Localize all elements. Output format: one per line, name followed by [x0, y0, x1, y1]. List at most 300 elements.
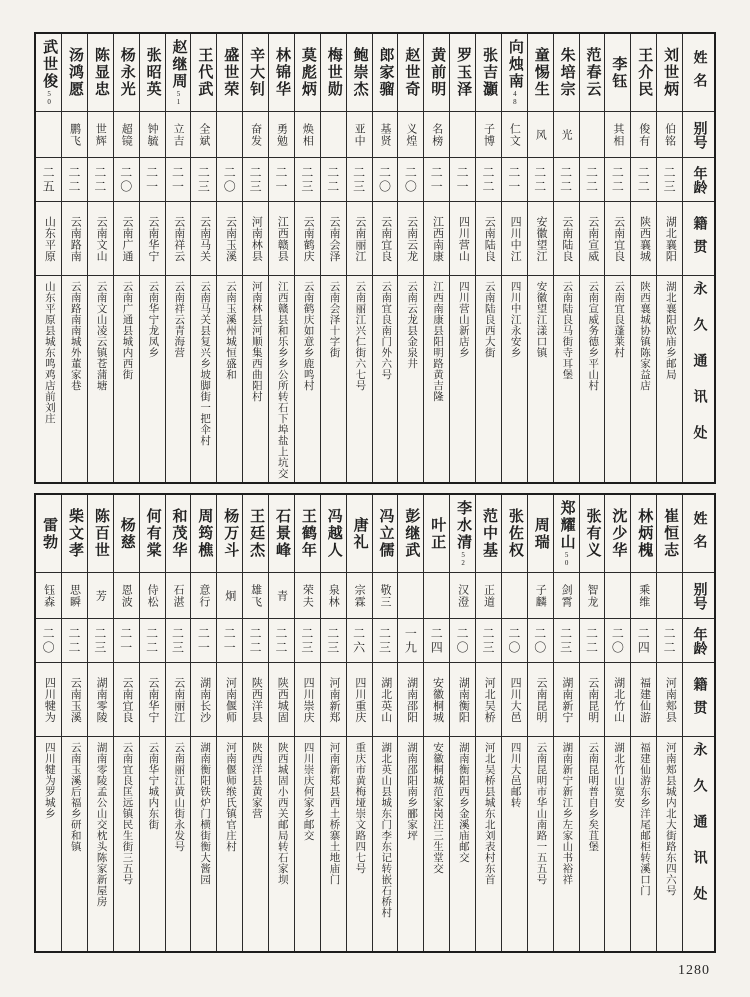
person-address: 河南郏县城内北大街路东四六号: [664, 742, 676, 896]
header-age: [683, 158, 714, 202]
person-alias: 仁文: [508, 122, 521, 147]
age-cell: [295, 619, 320, 663]
person-native-place: 云南丽江: [353, 215, 366, 262]
person-alias: 焕相: [301, 122, 314, 147]
age-cell: [217, 619, 242, 663]
person-age: 二三: [480, 626, 495, 655]
alias-cell: [398, 573, 423, 619]
person-name: 张佐权: [506, 508, 523, 559]
alias-cell: [269, 573, 294, 619]
alias-cell: [140, 112, 165, 158]
page-number: 1280: [678, 963, 710, 978]
person-age: 二一: [222, 626, 237, 655]
person-name: 柴文孝: [66, 508, 83, 559]
person-name: 王介民: [636, 47, 653, 98]
person-column: [191, 495, 217, 951]
age-cell: [502, 158, 527, 202]
address-cell: [243, 737, 268, 951]
person-native-place: 四川犍为: [43, 676, 56, 723]
name-cell: [321, 495, 346, 573]
native-cell: [450, 202, 475, 276]
header-native-label: 籍贯: [691, 676, 707, 723]
person-alias: 芳: [94, 589, 107, 602]
age-cell: [476, 619, 501, 663]
name-cell: [114, 34, 139, 112]
alias-cell: [528, 112, 553, 158]
name-cell: [321, 34, 346, 112]
header-name-label: 姓名: [691, 49, 707, 96]
age-cell: [476, 158, 501, 202]
alias-cell: [476, 112, 501, 158]
alias-cell: [347, 573, 372, 619]
age-cell: [631, 619, 656, 663]
person-name: 郎家骝: [377, 47, 394, 98]
person-address: 云南丽江兴仁街六七号: [354, 281, 366, 391]
alias-cell: [295, 573, 320, 619]
name-cell: [580, 34, 605, 112]
header-age: [683, 619, 714, 663]
person-address: 云南陆良西大街: [483, 281, 495, 358]
person-address: 云南宜良蓬莱村: [613, 281, 625, 358]
person-column: [476, 495, 502, 951]
alias-cell: [528, 573, 553, 619]
person-age: 二二: [584, 626, 599, 655]
person-address: 四川崇庆何家乡邮交: [302, 742, 314, 841]
name-cell: [631, 34, 656, 112]
address-cell: [269, 276, 294, 482]
person-alias: 剑霄: [560, 583, 573, 608]
person-column: [114, 495, 140, 951]
address-cell: [605, 276, 630, 482]
person-alias: 光: [560, 128, 573, 141]
person-address: 湖北襄阳欧庙乡邮局: [664, 281, 676, 380]
person-alias: 石湛: [171, 583, 184, 608]
person-age: 二二: [66, 626, 81, 655]
alias-cell: [321, 573, 346, 619]
age-cell: [321, 158, 346, 202]
person-name: 鲍崇杰: [351, 47, 368, 98]
alias-cell: [580, 573, 605, 619]
person-age: 二一: [118, 626, 133, 655]
person-age: 二六: [351, 626, 366, 655]
person-column: [631, 495, 657, 951]
name-cell: [450, 34, 475, 112]
alias-cell: [373, 112, 398, 158]
person-column: [114, 34, 140, 482]
person-address: 云南宣威务德乡平山村: [587, 281, 599, 391]
person-column: [321, 34, 347, 482]
person-native-place: 湖南新宁: [560, 676, 573, 723]
person-native-place: 云南路南: [69, 215, 82, 262]
name-cell: [528, 495, 553, 573]
alias-cell: [450, 112, 475, 158]
alias-cell: [657, 112, 682, 158]
person-column: [243, 34, 269, 482]
person-name: 莫彪炳: [299, 47, 316, 98]
address-cell: [631, 276, 656, 482]
person-age: 二三: [325, 626, 340, 655]
native-cell: [528, 202, 553, 276]
person-age: 二一: [506, 165, 521, 194]
age-cell: [243, 619, 268, 663]
native-cell: [217, 202, 242, 276]
person-address: 四川犍为罗城乡: [43, 742, 55, 819]
person-age: 二二: [248, 626, 263, 655]
person-address: 四川大邑邮转: [509, 742, 521, 808]
person-native-place: 河南偃师: [224, 676, 237, 723]
name-cell: [88, 34, 113, 112]
person-alias: 风: [534, 128, 547, 141]
name-cell: [398, 495, 423, 573]
person-age: 二二: [558, 165, 573, 194]
person-age: 二二: [273, 626, 288, 655]
person-address: 云南昆明普自乡矣苴堡: [587, 742, 599, 852]
alias-cell: [269, 112, 294, 158]
person-age: 二一: [429, 165, 444, 194]
age-cell: [36, 158, 61, 202]
person-column: [657, 34, 683, 482]
person-alias: 全斌: [197, 122, 210, 147]
person-native-place: 云南会泽: [327, 215, 340, 262]
age-cell: [269, 619, 294, 663]
age-cell: [373, 158, 398, 202]
person-alias: 鹏飞: [68, 122, 81, 147]
native-cell: [502, 663, 527, 737]
native-cell: [502, 202, 527, 276]
person-alias: 宗霖: [353, 583, 366, 608]
person-age: 二〇: [222, 165, 237, 194]
person-address: 重庆市黄梅垭崇文路四七号: [354, 742, 366, 874]
person-native-place: 陕西襄城: [638, 215, 651, 262]
address-cell: [347, 737, 372, 951]
person-address: 云南华宁城内东街: [147, 742, 159, 830]
name-cell: [191, 495, 216, 573]
age-cell: [450, 619, 475, 663]
alias-cell: [631, 573, 656, 619]
header-address: [683, 276, 714, 482]
native-cell: [243, 663, 268, 737]
header-alias: [683, 112, 714, 158]
address-cell: [295, 276, 320, 482]
person-native-place: 安徽桐城: [431, 676, 444, 723]
person-column: [502, 495, 528, 951]
address-cell: [140, 737, 165, 951]
header-native-label: 籍贯: [691, 215, 707, 262]
person-address: 云南路南南城外董家巷: [69, 281, 81, 391]
native-cell: [217, 663, 242, 737]
person-column: [631, 34, 657, 482]
address-cell: [476, 276, 501, 482]
person-alias: 泉林: [327, 583, 340, 608]
person-age: 二三: [299, 165, 314, 194]
name-cell: [450, 495, 475, 573]
native-cell: [347, 202, 372, 276]
age-cell: [88, 619, 113, 663]
native-cell: [140, 663, 165, 737]
person-alias: 汉澄: [456, 583, 469, 608]
native-cell: [476, 202, 501, 276]
person-alias: 伯铭: [663, 122, 676, 147]
person-native-place: 湖北竹山: [612, 676, 625, 723]
person-name: 沈少华: [610, 508, 627, 559]
person-column: [424, 34, 450, 482]
person-column: [528, 495, 554, 951]
person-age: 二〇: [41, 626, 56, 655]
person-name: 赵世奇: [403, 47, 420, 98]
alias-cell: [191, 573, 216, 619]
person-column: [36, 34, 62, 482]
native-cell: [140, 202, 165, 276]
native-cell: [373, 663, 398, 737]
person-name: 刘世炳: [662, 47, 679, 98]
name-cell: [217, 34, 242, 112]
header-address: [683, 737, 714, 951]
name-cell: [373, 495, 398, 573]
person-address: 四川营山新店乡: [457, 281, 469, 358]
person-address: 云南广通县城内西街: [121, 281, 133, 380]
person-native-place: 云南宜良: [612, 215, 625, 262]
name-cell: [295, 34, 320, 112]
person-alias: 雄飞: [249, 583, 262, 608]
person-column: [554, 34, 580, 482]
address-cell: [554, 737, 579, 951]
person-alias: 钰森: [42, 583, 55, 608]
name-cell: [605, 495, 630, 573]
person-age: 二四: [636, 626, 651, 655]
native-cell: [191, 202, 216, 276]
person-name: 辛大钊: [248, 47, 265, 98]
person-native-place: 湖南衡阳: [457, 676, 470, 723]
age-cell: [605, 158, 630, 202]
person-column: [580, 34, 606, 482]
address-cell: [528, 737, 553, 951]
age-cell: [191, 158, 216, 202]
address-cell: [424, 276, 449, 482]
address-cell: [605, 737, 630, 951]
person-name: 张昭英: [144, 47, 161, 98]
person-native-place: 河南新郑: [327, 676, 340, 723]
header-alias: [683, 573, 714, 619]
person-column: [502, 34, 528, 482]
alias-cell: [62, 573, 87, 619]
person-age: 二〇: [610, 626, 625, 655]
age-cell: [62, 619, 87, 663]
age-cell: [373, 619, 398, 663]
address-cell: [476, 737, 501, 951]
person-column: [243, 495, 269, 951]
person-address: 云南玉溪州城恒盛和: [224, 281, 236, 380]
person-address: 陕西洋县黄家营: [250, 742, 262, 819]
address-cell: [217, 737, 242, 951]
person-address: 云南马关县复兴乡坡脚街一把伞村: [199, 281, 211, 446]
person-address: 湖南新宁新江乡左家山书裕祥: [561, 742, 573, 885]
person-native-place: 四川重庆: [353, 676, 366, 723]
native-cell: [114, 202, 139, 276]
person-alias: 其相: [611, 122, 624, 147]
age-cell: [347, 619, 372, 663]
person-native-place: 云南广通: [120, 215, 133, 262]
person-age: 二三: [558, 626, 573, 655]
age-cell: [502, 619, 527, 663]
age-cell: [657, 158, 682, 202]
address-cell: [398, 276, 423, 482]
person-address: 湖北英山县城东门李东记转嵌石桥村: [380, 742, 392, 918]
person-name: 李水清52: [455, 500, 472, 567]
person-name: 和茂华: [170, 508, 187, 559]
person-name: 王代武: [196, 47, 213, 98]
alias-cell: [631, 112, 656, 158]
person-column: [88, 34, 114, 482]
directory-table-bottom: [34, 493, 716, 953]
person-name: 杨永光: [118, 47, 135, 98]
person-name: 张吉灝: [480, 47, 497, 98]
person-native-place: 云南文山: [95, 215, 108, 262]
age-cell: [605, 619, 630, 663]
person-alias: 奋发: [249, 122, 262, 147]
native-cell: [321, 202, 346, 276]
person-age: 二三: [196, 165, 211, 194]
person-age: 二二: [662, 626, 677, 655]
native-cell: [631, 663, 656, 737]
name-cell: [424, 495, 449, 573]
person-native-place: 山东平原: [43, 215, 56, 262]
person-address: 山东平原县城东鸣鸡店前刘庄: [43, 281, 55, 424]
person-column: [554, 495, 580, 951]
name-cell: [140, 34, 165, 112]
native-cell: [88, 663, 113, 737]
directory-table-top: [34, 32, 716, 484]
person-age: 二二: [480, 165, 495, 194]
person-age: 二一: [273, 165, 288, 194]
name-cell: [114, 495, 139, 573]
person-name: 崔恒志: [662, 508, 679, 559]
person-alias: 子博: [482, 122, 495, 147]
native-cell: [424, 202, 449, 276]
person-column: [398, 34, 424, 482]
native-cell: [191, 663, 216, 737]
person-age: 二三: [377, 626, 392, 655]
person-column: [269, 495, 295, 951]
person-column: [269, 34, 295, 482]
header-alias-label: 别号: [691, 581, 707, 610]
age-cell: [114, 619, 139, 663]
person-age: 二〇: [506, 626, 521, 655]
person-alias: 正道: [482, 583, 495, 608]
address-cell: [114, 737, 139, 951]
person-native-place: 湖北英山: [379, 676, 392, 723]
name-cell: [657, 34, 682, 112]
person-name: 冯立儒: [377, 508, 394, 559]
person-alias: 乘维: [637, 583, 650, 608]
address-cell: [166, 737, 191, 951]
native-cell: [36, 663, 61, 737]
alias-cell: [295, 112, 320, 158]
person-native-place: 云南陆良: [483, 215, 496, 262]
native-cell: [580, 663, 605, 737]
address-cell: [191, 737, 216, 951]
age-cell: [398, 619, 423, 663]
address-cell: [295, 737, 320, 951]
native-cell: [36, 202, 61, 276]
address-cell: [36, 737, 61, 951]
person-age: 二二: [92, 165, 107, 194]
alias-cell: [217, 112, 242, 158]
alias-cell: [62, 112, 87, 158]
address-cell: [373, 276, 398, 482]
alias-cell: [554, 112, 579, 158]
person-age: 二三: [248, 165, 263, 194]
person-address: 陕西襄城协镇陈家益店: [638, 281, 650, 391]
age-cell: [295, 158, 320, 202]
person-alias: 亚中: [353, 122, 366, 147]
person-name: 张有义: [584, 508, 601, 559]
person-column: [347, 34, 373, 482]
person-column: [295, 34, 321, 482]
person-column: [605, 495, 631, 951]
name-cell: [554, 495, 579, 573]
person-age: 二三: [662, 165, 677, 194]
person-name: 李钰: [610, 55, 627, 90]
person-address: 云南云龙县金泉井: [406, 281, 418, 369]
person-column: [166, 34, 192, 482]
native-cell: [657, 202, 682, 276]
person-column: [140, 495, 166, 951]
person-column: [580, 495, 606, 951]
name-cell: [398, 34, 423, 112]
address-cell: [166, 276, 191, 482]
header-column: [683, 34, 714, 482]
alias-cell: [398, 112, 423, 158]
person-alias: 荣夫: [301, 583, 314, 608]
person-column: [424, 495, 450, 951]
person-name: 林炳槐: [636, 508, 653, 559]
alias-cell: [140, 573, 165, 619]
person-alias: 敬三: [378, 583, 391, 608]
person-alias: 世辉: [94, 122, 107, 147]
person-name: 周筠樵: [196, 508, 213, 559]
native-cell: [269, 202, 294, 276]
person-column: [217, 34, 243, 482]
person-native-place: 湖北襄阳: [664, 215, 677, 262]
person-name: 向烛南48: [506, 39, 523, 106]
age-cell: [140, 619, 165, 663]
native-cell: [528, 663, 553, 737]
person-address: 江西赣县和乐乡乡公所转石下埠盐上坑交: [276, 281, 288, 479]
native-cell: [166, 202, 191, 276]
person-address: 湖南衡阳西乡金溪庙邮交: [457, 742, 469, 863]
alias-cell: [347, 112, 372, 158]
alias-cell: [243, 112, 268, 158]
person-column: [657, 495, 683, 951]
person-name: 冯越人: [325, 508, 342, 559]
address-cell: [114, 276, 139, 482]
person-column: [321, 495, 347, 951]
person-column: [476, 34, 502, 482]
person-age: 二〇: [377, 165, 392, 194]
person-age: 二三: [351, 165, 366, 194]
person-age: 二一: [144, 165, 159, 194]
person-name: 杨慈: [118, 516, 135, 551]
age-cell: [36, 619, 61, 663]
person-alias: 侍松: [146, 583, 159, 608]
native-cell: [605, 202, 630, 276]
name-cell: [528, 34, 553, 112]
person-name: 王鹤年: [299, 508, 316, 559]
person-column: [191, 34, 217, 482]
native-cell: [424, 663, 449, 737]
header-age-label: 年龄: [691, 165, 707, 194]
name-cell: [424, 34, 449, 112]
